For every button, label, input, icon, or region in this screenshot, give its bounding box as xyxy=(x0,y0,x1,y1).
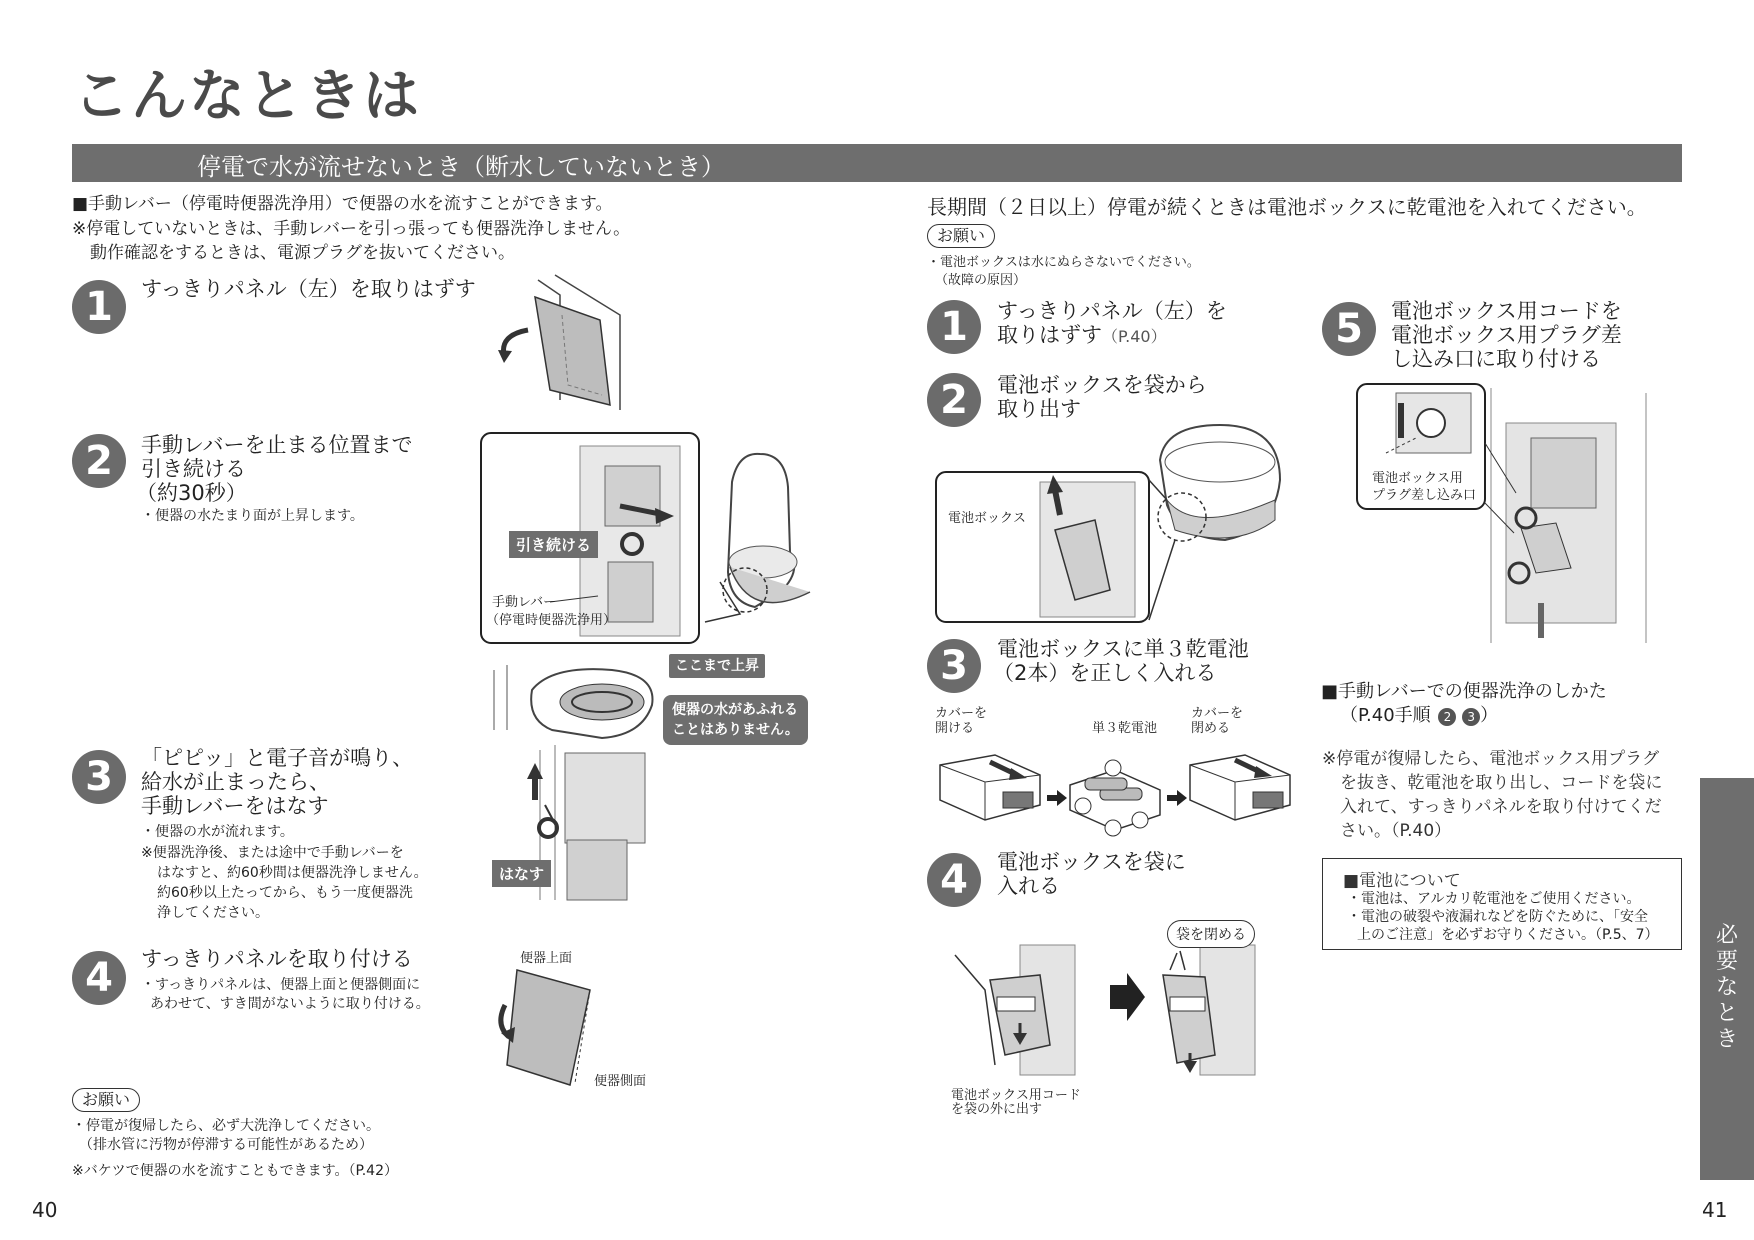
page-number-left: 40 xyxy=(32,1198,58,1222)
battery-info-box xyxy=(1322,858,1682,950)
pull-label: 引き続ける xyxy=(509,531,598,558)
left-onegai-badge: お願い xyxy=(72,1088,140,1112)
side-tab[interactable] xyxy=(1700,778,1754,1180)
close-bag-label: 袋を閉める xyxy=(1167,920,1255,948)
restore-note-line-1: ※停電が復帰したら、電池ボックス用プラグ xyxy=(1322,749,1660,769)
right-onegai-badge: お願い xyxy=(927,224,995,248)
left-step-1-title: すっきりパネル（左）を取りはずす xyxy=(141,277,476,301)
left-step-4-number: 4 xyxy=(72,951,126,1005)
no-overflow-line-1: 便器の水があふれる xyxy=(672,702,798,718)
right-step-5-title-2: 電池ボックス用プラグ差 xyxy=(1391,323,1622,347)
left-step-3-number: 3 xyxy=(72,750,126,804)
water-rise-illustration xyxy=(492,660,652,740)
right-step-3-title-1: 電池ボックスに単３乾電池 xyxy=(997,637,1249,661)
right-onegai-line-2: （故障の原因） xyxy=(935,273,1027,288)
battery-box-label: 電池ボックス xyxy=(948,511,1026,526)
left-step-3-note-4: 約60秒以上たってから、もう一度便器洗 xyxy=(157,885,413,901)
left-step-1-number: 1 xyxy=(72,280,126,334)
left-intro-2: ※停電していないときは、手動レバーを引っ張っても便器洗浄しません。 xyxy=(72,219,631,239)
right-step-1-number: 1 xyxy=(927,300,981,354)
plug-slot-label-1: 電池ボックス用 xyxy=(1372,471,1463,486)
plug-connect-illustration xyxy=(1356,383,1656,648)
manual-wash-line-2-text: （P.40手順 xyxy=(1340,705,1431,726)
restore-note-line-2: を抜き、乾電池を取り出し、コードを袋に xyxy=(1340,773,1663,793)
panel-attach-illustration xyxy=(495,965,605,1085)
cover-open-label-2: 開ける xyxy=(935,721,975,736)
left-step-3-note-5: 浄してください。 xyxy=(157,905,269,921)
right-step-5-title-1: 電池ボックス用コードを xyxy=(1391,299,1622,323)
panel-removal-illustration xyxy=(490,275,640,410)
left-step-2-number: 2 xyxy=(72,434,126,488)
side-face-label: 便器側面 xyxy=(594,1074,647,1089)
right-step-1-ref: （P.40） xyxy=(1102,327,1167,346)
step-ref-3-badge: 3 xyxy=(1462,708,1480,726)
battery-info-line-2: ・電池の破裂や液漏れなどを防ぐために、「安全 xyxy=(1347,909,1648,925)
restore-note-line-4: さい。（P.40） xyxy=(1340,821,1452,841)
left-step-3-note-2: ※便器洗浄後、または途中で手動レバーを xyxy=(141,845,404,861)
left-step-2-title-2: 引き続ける xyxy=(141,457,246,481)
left-step-4-title: すっきりパネルを取り付ける xyxy=(141,947,413,971)
aaa-label: 単３乾電池 xyxy=(1092,721,1158,736)
cover-open-label-1: カバーを xyxy=(935,706,988,721)
manual-wash-line-2-end: ） xyxy=(1480,705,1499,726)
cover-close-label-2: 閉める xyxy=(1191,721,1231,736)
restore-note-line-3: 入れて、すっきりパネルを取り付けてくだ xyxy=(1340,797,1662,817)
page-title: こんなときは xyxy=(73,64,421,129)
battery-info-title: ■電池について xyxy=(1343,871,1461,891)
release-label: はなす xyxy=(492,860,551,887)
right-step-3-number: 3 xyxy=(927,639,981,693)
restore-note xyxy=(1322,747,1662,843)
left-intro-1: ■手動レバー（停電時便器洗浄用）で便器の水を流すことができます。 xyxy=(72,194,613,214)
cover-close-label-1: カバーを xyxy=(1191,706,1244,721)
left-step-2-title-3: （約30秒） xyxy=(136,481,247,505)
left-step-2-note: ・便器の水たまり面が上昇します。 xyxy=(141,508,364,524)
right-step-1-title-2 xyxy=(997,323,1167,349)
no-overflow-line-2: ことはありません。 xyxy=(672,722,799,738)
right-lead: 長期間（２日以上）停電が続くときは電池ボックスに乾電池を入れてください。 xyxy=(927,195,1647,219)
cord-out-label-2: を袋の外に出す xyxy=(951,1102,1043,1117)
right-step-5-title-3: し込み口に取り付ける xyxy=(1391,347,1601,371)
plug-slot-label-2: プラグ差し込み口 xyxy=(1372,488,1477,503)
section-band xyxy=(72,144,1682,182)
right-step-1-title-1: すっきりパネル（左）を xyxy=(997,299,1227,323)
right-step-2-title-2: 取り出す xyxy=(997,397,1081,421)
right-step-4-number: 4 xyxy=(927,853,981,907)
left-step-3-note-1: ・便器の水が流れます。 xyxy=(141,824,294,840)
manual-wash-line-2 xyxy=(1340,701,1498,727)
right-step-4-title-2: 入れる xyxy=(997,874,1060,898)
right-step-3-title-2: （2本）を正しく入れる xyxy=(993,661,1217,685)
right-step-4-title-1: 電池ボックスを袋に xyxy=(997,850,1186,874)
side-tab-label: 必要なとき xyxy=(1715,923,1738,1052)
right-step-5-number: 5 xyxy=(1322,302,1376,356)
left-step-3-title-1: 「ピピッ」と電子音が鳴り、 xyxy=(141,746,414,770)
left-onegai-line-2: （排水管に汚物が停滞する可能性があるため） xyxy=(79,1137,373,1153)
right-step-2-number: 2 xyxy=(927,373,981,427)
left-step-2-title-1: 手動レバーを止まる位置まで xyxy=(141,433,413,457)
rise-label: ここまで上昇 xyxy=(669,654,765,678)
right-onegai-line-1: ・電池ボックスは水にぬらさないでください。 xyxy=(927,255,1200,270)
battery-insert-illustration xyxy=(935,740,1290,835)
battery-info-line-3: 上のご注意」を必ずお守りください。（P.5、7） xyxy=(1357,927,1659,943)
section-band-title: 停電で水が流せないとき（断水していないとき） xyxy=(197,153,725,181)
battery-info-line-1: ・電池は、アルカリ乾電池をご使用ください。 xyxy=(1347,891,1641,907)
left-step-4-note-2: あわせて、すき間がないように取り付ける。 xyxy=(150,996,430,1012)
bucket-note: ※バケツで便器の水を流すこともできます。（P.42） xyxy=(72,1163,398,1179)
step-ref-2-badge: 2 xyxy=(1438,708,1456,726)
manual-wash-line-1: ■手動レバーでの便器洗浄のしかた xyxy=(1321,681,1607,702)
lever-sub-label: （停電時便器洗浄用） xyxy=(486,613,617,628)
cord-out-label-1: 電池ボックス用コード xyxy=(951,1088,1081,1103)
left-step-3-title-3: 手動レバーをはなす xyxy=(141,794,329,818)
right-step-2-title-1: 電池ボックスを袋から xyxy=(997,373,1207,397)
lever-label: 手動レバー xyxy=(492,595,557,610)
page-number-right: 41 xyxy=(1702,1198,1728,1222)
left-step-3-title-2: 給水が止まったら、 xyxy=(141,770,330,794)
left-step-4-note-1: ・すっきりパネルは、便器上面と便器側面に xyxy=(141,977,421,993)
right-step-1-title-2-text: 取りはずす xyxy=(997,323,1102,347)
left-onegai-line-1: ・停電が復帰したら、必ず大洗浄してください。 xyxy=(72,1118,380,1134)
top-face-label: 便器上面 xyxy=(520,951,573,966)
left-intro-3: 動作確認をするときは、電源プラグを抜いてください。 xyxy=(90,243,515,263)
left-step-3-note-3: はなすと、約60秒間は便器洗浄しません。 xyxy=(157,865,428,881)
no-overflow-callout xyxy=(663,695,808,745)
